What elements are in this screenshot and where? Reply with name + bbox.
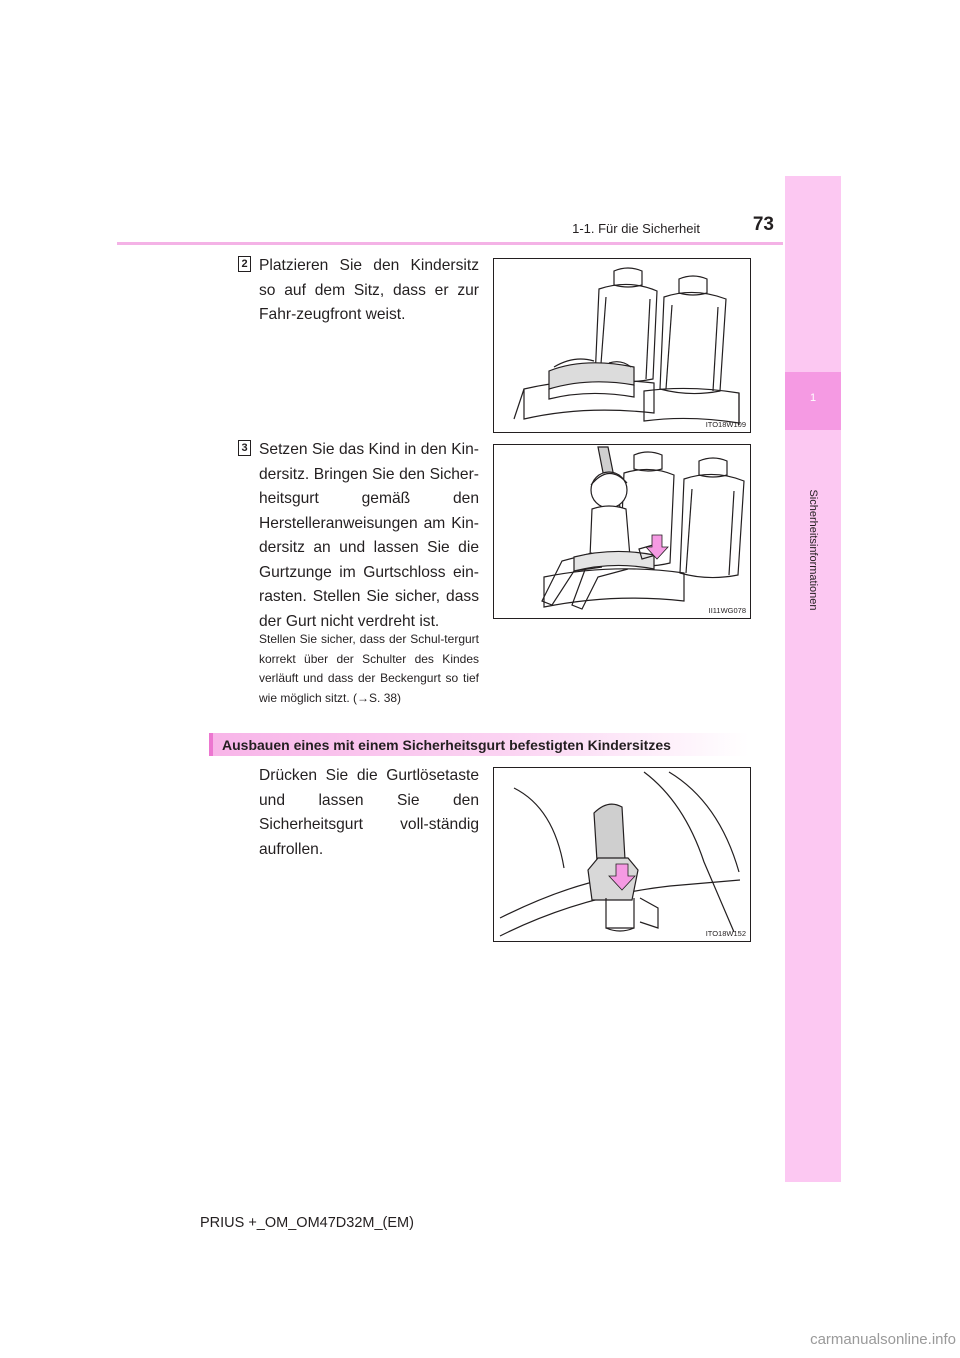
child-in-booster-illustration xyxy=(494,445,750,618)
section-title: 1-1. Für die Sicherheit xyxy=(572,221,700,236)
watermark: carmanualsonline.info xyxy=(810,1331,956,1348)
step-number-2: 2 xyxy=(238,256,251,272)
figure-belt-release xyxy=(493,767,751,942)
section-heading: Ausbauen eines mit einem Sicherheitsgurt befestigten Kindersitzes xyxy=(222,737,671,753)
step-3-note: Stellen Sie sicher, dass der Schul-tergurt korrekt über der Schulter des Kindes verläuft und dass der Beckengurt so tief wie möglich sitzt. (→S. 38) xyxy=(259,632,479,705)
figure-code: ITO18W152 xyxy=(705,929,746,938)
chapter-number: 1 xyxy=(809,392,817,404)
header-rule xyxy=(117,242,783,245)
booster-seat-illustration xyxy=(494,259,750,432)
side-tab-strip xyxy=(785,176,841,1182)
belt-release-illustration xyxy=(494,768,750,941)
figure-code: ITO18W109 xyxy=(705,420,746,429)
figure-child-in-booster xyxy=(493,444,751,619)
figure-code: II11WG078 xyxy=(708,606,746,615)
footer-model-code: PRIUS +_OM_OM47D32M_(EM) xyxy=(200,1215,414,1231)
chapter-label[interactable]: Sicherheitsinformationen xyxy=(807,489,819,611)
step-number-3: 3 xyxy=(238,440,251,456)
removal-text: Drücken Sie die Gurtlösetaste und lassen Sie den Sicherheitsgurt voll-ständig aufrollen. xyxy=(259,767,479,858)
section-heading-accent xyxy=(209,733,213,756)
page-number: 73 xyxy=(752,214,774,235)
step-2-text: Platzieren Sie den Kindersitz so auf dem Sitz, dass er zur Fahr-zeugfront weist. xyxy=(259,257,479,323)
step-3-text: Setzen Sie das Kind in den Kin-dersitz. Bringen Sie den Sicher-heitsgurt gemäß den Herstelleranweisungen am Kin-dersitz an und lassen Sie die Gurtzunge im Gurtschloss ein-rasten. Stellen Sie sicher, dass der Gurt nicht verdreht ist. xyxy=(259,441,479,630)
figure-booster-seat xyxy=(493,258,751,433)
